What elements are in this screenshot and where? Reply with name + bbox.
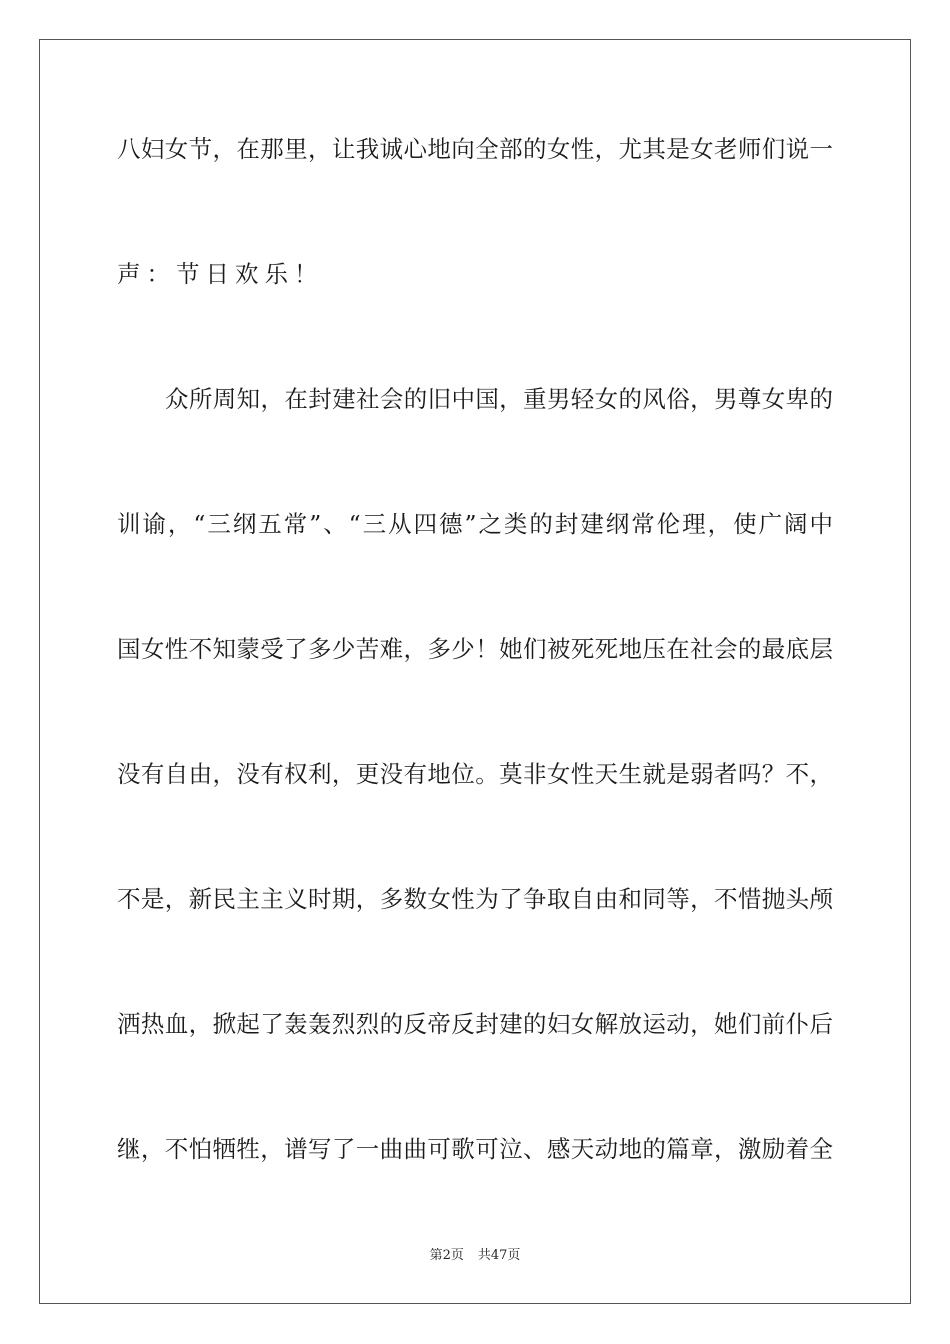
text-line: 没有自由，没有权利，更没有地位。莫非女性天生就是弱者吗？不， (117, 760, 833, 788)
paragraph-start-line: 众所周知，在封建社会的旧中国，重男轻女的风俗，男尊女卑的 (165, 385, 833, 413)
text-line: 八妇女节，在那里，让我诚心地向全部的女性，尤其是女老师们说一 (117, 135, 833, 163)
text-line: 洒热血，掀起了轰轰烈烈的反帝反封建的妇女解放运动，她们前仆后 (117, 1010, 833, 1038)
text-line: 继，不怕牺牲，谱写了一曲曲可歌可泣、感天动地的篇章，激励着全 (117, 1135, 833, 1163)
text-line: 声：节日欢乐！ (117, 260, 324, 288)
text-line: 训谕，“三纲五常”、“三从四德”之类的封建纲常伦理，使广阔中 (117, 510, 833, 538)
page-frame (39, 39, 911, 1304)
page-footer (0, 1247, 950, 1265)
text-line: 不是，新民主主义时期，多数女性为了争取自由和同等，不惜抛头颅 (117, 885, 833, 913)
page-number: 第2页 (429, 1248, 464, 1263)
total-pages: 共47页 (477, 1248, 521, 1263)
text-line: 国女性不知蒙受了多少苦难，多少！她们被死死地压在社会的最底层 (117, 635, 833, 663)
